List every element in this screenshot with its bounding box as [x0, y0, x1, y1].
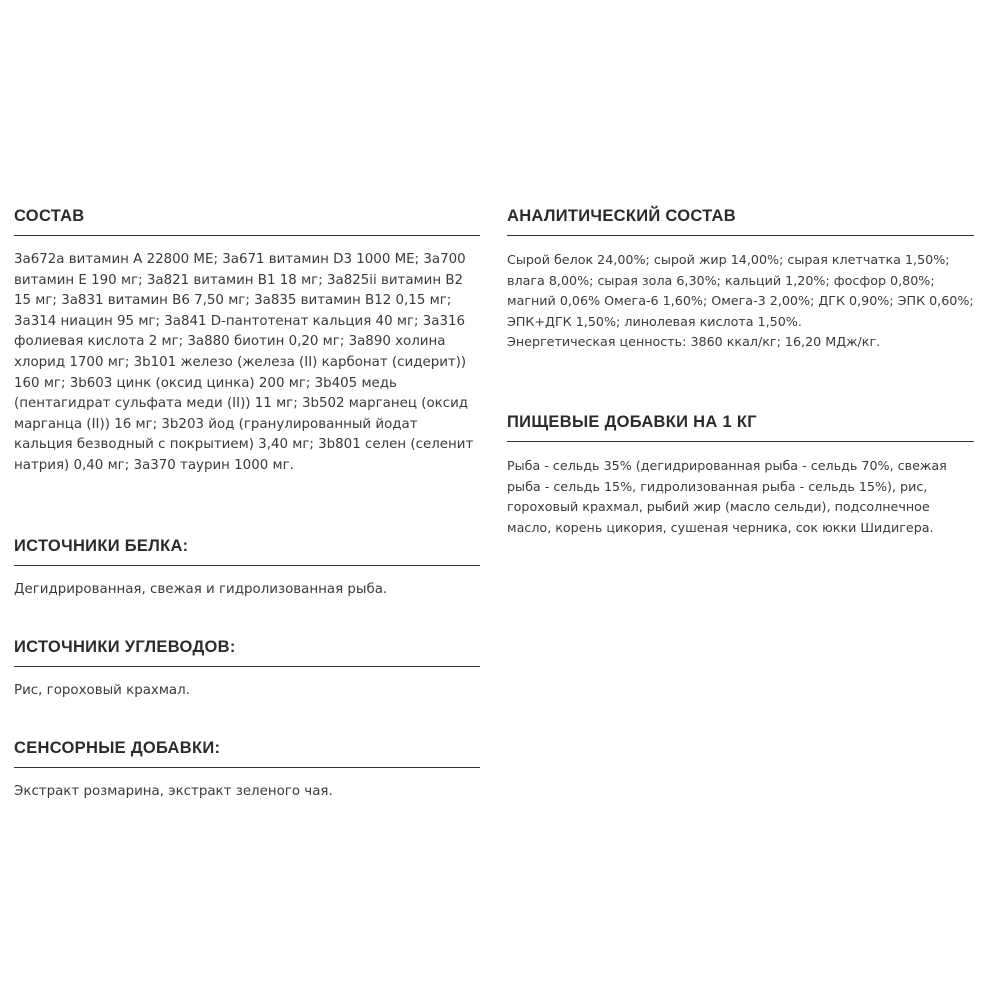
section-sensory-additives [14, 738, 480, 803]
analytic-composition-text: Сырой белок 24,00%; сырой жир 14,00%; сырая клетчатка 1,50%; влага 8,00%; сырая зола 6,30%; кальций 1,20%; фосфор 0,80%; магний 0,06% Омега-6 1,60%; Омега-3 2,00%; ДГК 0,90%; ЭПК 0,60%; ЭПК+ДГК 1,50%; линолевая кислота 1,50%. [507, 252, 974, 329]
section-composition [14, 206, 480, 477]
carb-sources-heading: ИСТОЧНИКИ УГЛЕВОДОВ: [14, 637, 480, 667]
energy-value-text: Энергетическая ценность: 3860 ккал/кг; 16,20 МДж/кг. [507, 334, 881, 350]
composition-heading: СОСТАВ [14, 206, 480, 236]
carb-sources-text: Рис, гороховый крахмал. [14, 683, 190, 698]
protein-sources-heading: ИСТОЧНИКИ БЕЛКА: [14, 536, 480, 566]
analytic-composition-heading: АНАЛИТИЧЕСКИЙ СОСТАВ [507, 206, 974, 236]
section-food-additives [507, 412, 974, 538]
sensory-additives-text: Экстракт розмарина, экстракт зеленого чая. [14, 784, 333, 799]
food-additives-text: Рыба - сельдь 35% (дегидрированная рыба - сельдь 70%, свежая рыба - сельдь 15%, гидролизованная рыба - сельдь 15%), рис, гороховый крахмал, рыбий жир (масло сельди), подсолнечное масло, корень цикория, сушеная черника, сок юкки Шидигера. [507, 458, 947, 535]
protein-sources-text: Дегидрированная, свежая и гидролизованная рыба. [14, 582, 388, 597]
food-additives-heading: ПИЩЕВЫЕ ДОБАВКИ НА 1 КГ [507, 412, 974, 442]
composition-text: 3а672а витамин А 22800 МЕ; 3а671 витамин D3 1000 МЕ; 3а700 витамин Е 190 мг; 3а821 витамин В1 18 мг; 3а825ii витамин В2 15 мг; 3а831 витамин В6 7,50 мг; 3а835 витамин В12 0,15 мг; 3а314 ниацин 95 мг; 3а841 D-пантотенат кальция 40 мг; 3а316 фолиевая кислота 2 мг; 3а880 биотин 0,20 мг; 3а890 холина хлорид 1700 мг; 3b101 железо (железа (II) карбонат (сидерит)) 160 мг; 3b603 цинк (оксид цинка) 200 мг; 3b405 медь (пентагидрат сульфата меди (II)) 11 мг; 3b502 марганец (оксид марганца (II)) 16 мг; 3b203 йод (гранулированный йодат кальция безводный с покрытием) 3,40 мг; 3b801 селен (селенит натрия) 0,40 мг; 3а370 таурин 1000 мг. [14, 252, 474, 473]
section-protein-sources [14, 536, 480, 601]
section-analytic-composition [507, 206, 974, 353]
sensory-additives-heading: СЕНСОРНЫЕ ДОБАВКИ: [14, 738, 480, 768]
section-carb-sources [14, 637, 480, 702]
